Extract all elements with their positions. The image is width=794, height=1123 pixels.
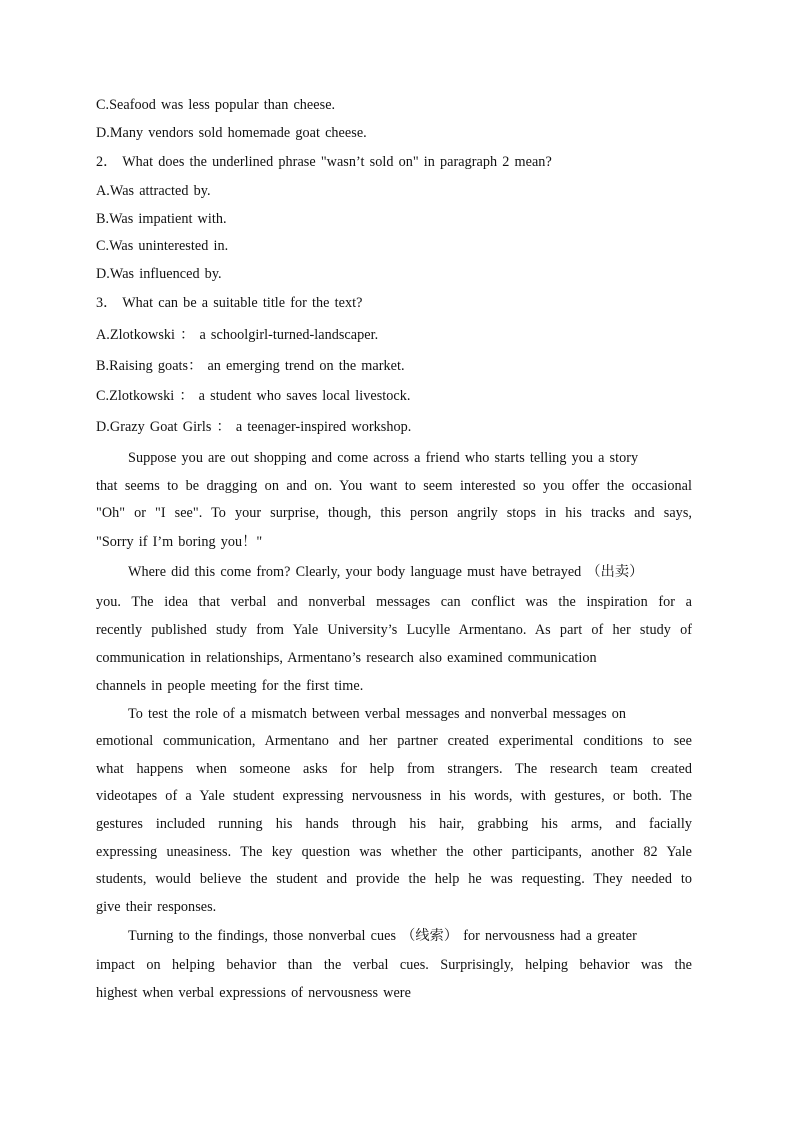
passage-p4-line: impact on helping behavior than the verbal cues. Surprisingly, helping behavior was the [96,957,692,973]
q3-option-b: B.Raising goats： an emerging trend on the market. [96,358,405,374]
passage-p4-line: Turning to the findings, those nonverbal cues （线索） for nervousness had a greater [128,928,637,944]
passage-p3-line: gestures included running his hands through his hair, grabbing his arms, and facially [96,816,692,832]
q1-option-c: C.Seafood was less popular than cheese. [96,97,336,113]
passage-p4-line: highest when verbal expressions of nervousness were [96,985,411,1001]
passage-p3-line: emotional communication, Armentano and her partner created experimental conditions to see [96,733,692,749]
passage-p2-line: recently published study from Yale University’s Lucylle Armentano. As part of her study of [96,622,692,638]
passage-p2-line: communication in relationships, Armentano’s research also examined communication [96,650,597,666]
q2-option-a: A.Was attracted by. [96,183,211,199]
passage-p2-line: channels in people meeting for the first time. [96,678,364,694]
passage-p3-line: students, would believe the student and provide the help he was requesting. They needed to [96,871,692,887]
passage-p1-line: "Sorry if I’m boring you！" [96,534,263,550]
passage-p2-line: you. The idea that verbal and nonverbal messages can conflict was the inspiration for a [96,594,692,610]
passage-p1-line: Suppose you are out shopping and come across a friend who starts telling you a story [128,450,639,466]
q2-option-c: C.Was uninterested in. [96,238,229,254]
passage-p1-line: "Oh" or "I see". To your surprise, though, this person angrily stops in his tracks and says, [96,505,692,521]
q2-question: 2． What does the underlined phrase "wasn’t sold on" in paragraph 2 mean? [96,154,552,170]
passage-p3-line: what happens when someone asks for help from strangers. The research team created [96,761,692,777]
passage-p3-line: To test the role of a mismatch between verbal messages and nonverbal messages on [128,706,627,722]
q1-option-d: D.Many vendors sold homemade goat cheese. [96,125,367,141]
q3-question: 3． What can be a suitable title for the text? [96,295,363,311]
passage-p1-line: that seems to be dragging on and on. You want to seem interested so you offer the occasional [96,478,692,494]
passage-p3-line: expressing uneasiness. The key question was whether the other participants, another 82 Yale [96,844,692,860]
q3-option-d: D.Grazy Goat Girls ： a teenager-inspired workshop. [96,419,412,435]
passage-p3-line: give their responses. [96,899,217,915]
passage-p2-line: Where did this come from? Clearly, your body language must have betrayed （出卖） [128,564,644,580]
q2-option-d: D.Was influenced by. [96,266,222,282]
q2-option-b: B.Was impatient with. [96,211,227,227]
q3-option-c: C.Zlotkowski ： a student who saves local livestock. [96,388,411,404]
passage-p3-line: videotapes of a Yale student expressing nervousness in his words, with gestures, or both. The [96,788,692,804]
q3-option-a: A.Zlotkowski ： a schoolgirl-turned-landscaper. [96,327,379,343]
